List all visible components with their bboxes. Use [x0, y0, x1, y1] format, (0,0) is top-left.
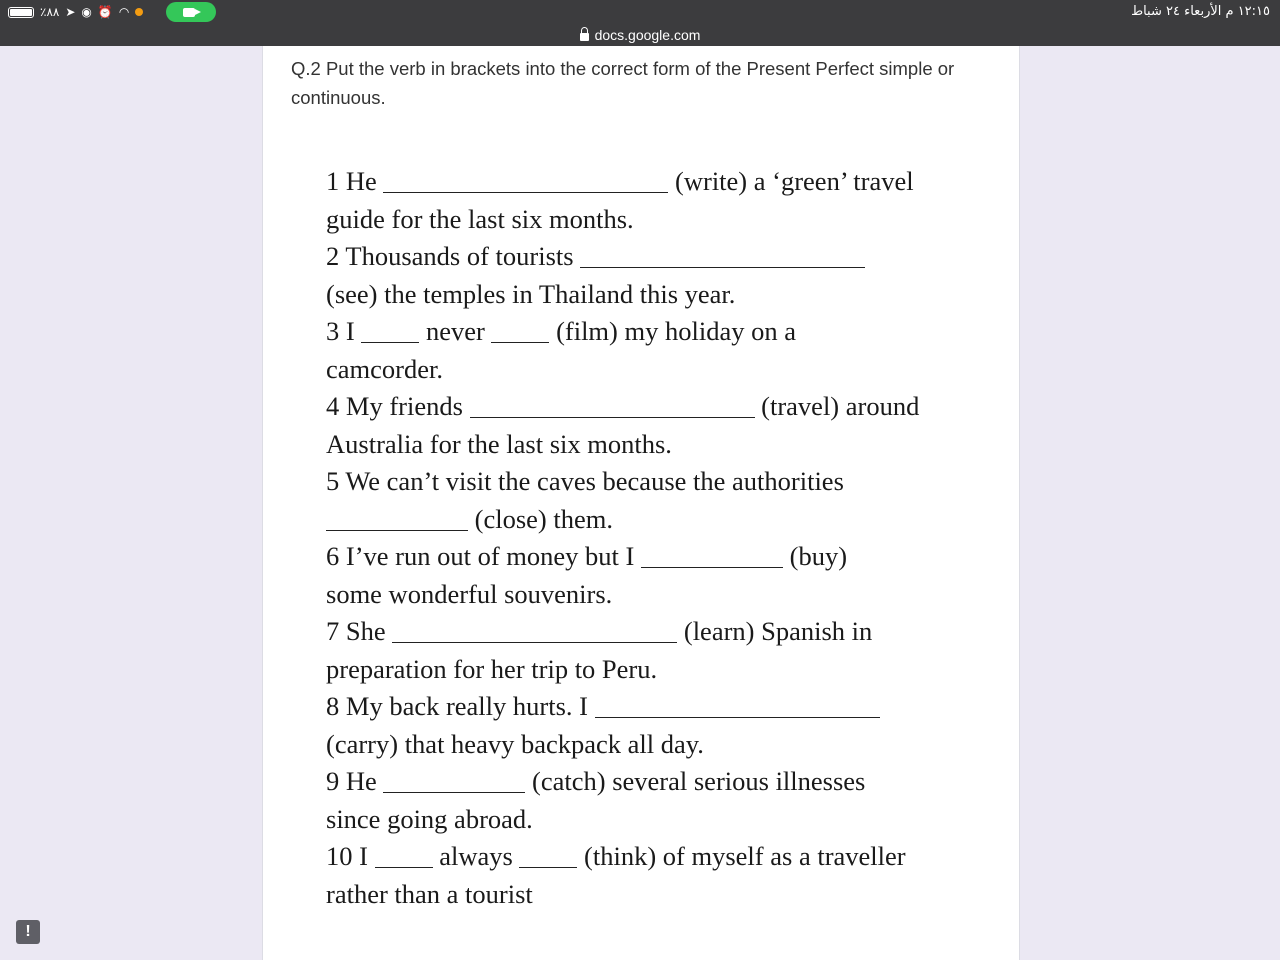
exercise-text-fragment: (carry) that heavy backpack all day. — [326, 728, 704, 759]
answer-blank — [580, 266, 865, 268]
exercise-text-fragment: 8 My back really hurts. I — [326, 691, 595, 721]
meet-camera-pill[interactable] — [166, 2, 216, 22]
exercise-text-fragment: 4 My friends — [326, 391, 470, 421]
document-page — [262, 46, 1020, 960]
exercise-line — [326, 801, 966, 839]
answer-blank — [383, 191, 668, 193]
exercise-line — [326, 351, 966, 389]
answer-blank — [470, 416, 755, 418]
battery-icon — [8, 7, 34, 18]
exercise-text-fragment: 9 He — [326, 766, 384, 796]
exercise-text-fragment: guide for the last six months. — [326, 203, 634, 234]
exercise-text-fragment: (buy) — [783, 541, 848, 571]
exercise-line — [326, 538, 966, 576]
exercise-text-fragment: Australia for the last six months. — [326, 428, 672, 459]
url-text: docs.google.com — [594, 27, 701, 43]
exercise-text-fragment: 10 I — [326, 841, 375, 871]
answer-blank — [595, 716, 880, 718]
exercise-text-fragment: 6 I’ve run out of money but I — [326, 541, 641, 571]
answer-blank — [519, 866, 577, 868]
exercise-text-fragment: some wonderful souvenirs. — [326, 578, 613, 609]
status-icons — [8, 3, 143, 21]
clock-icon: ⏰ — [97, 5, 113, 19]
answer-blank — [392, 641, 677, 643]
exercise-text-fragment: preparation for her trip to Peru. — [326, 653, 658, 684]
exercise-line — [326, 613, 966, 651]
exercise-line — [326, 201, 966, 239]
orange-dot — [135, 8, 143, 16]
exercise-text-fragment: since going abroad. — [326, 803, 533, 834]
lock-icon — [580, 33, 589, 41]
answer-blank — [361, 341, 419, 343]
exercise-text-fragment: (write) a ‘green’ travel — [668, 166, 914, 196]
location-icon: ➤ — [65, 5, 76, 19]
exercise-line — [326, 388, 966, 426]
exercise-line — [326, 838, 966, 876]
exercise-text-fragment: 7 She — [326, 616, 393, 646]
battery-percent: ٪٨٨ — [40, 5, 60, 19]
exercise-text-fragment: 3 I — [326, 316, 362, 346]
answer-blank — [375, 866, 433, 868]
exercise-line — [326, 238, 966, 276]
exercise-line — [326, 163, 966, 201]
answer-blank — [491, 341, 549, 343]
exercise-text-fragment: never — [419, 316, 492, 346]
exercise-line — [326, 651, 966, 689]
answer-blank — [641, 566, 783, 568]
exercise-line — [326, 576, 966, 614]
exercise-line — [326, 726, 966, 764]
exercise-text-fragment: camcorder. — [326, 353, 443, 384]
exercise-line — [326, 876, 966, 914]
exercise-line — [326, 463, 966, 501]
exercise-text-fragment: 1 He — [326, 166, 384, 196]
exercise-text-fragment: rather than a tourist — [326, 878, 533, 909]
exercise-line — [326, 276, 966, 314]
wifi-icon: ◠ — [118, 5, 130, 19]
exercise-text-fragment: (think) of myself as a traveller — [577, 841, 906, 871]
answer-blank — [383, 791, 525, 793]
exercise-text-fragment: (film) my holiday on a — [549, 316, 796, 346]
report-button[interactable]: ! — [16, 920, 40, 944]
exercise-line — [326, 763, 966, 801]
alarm-icon: ◉ — [81, 5, 92, 19]
exercise-line — [326, 501, 966, 539]
url-bar[interactable] — [0, 24, 1280, 46]
exercise-line — [326, 426, 966, 464]
exercise-text-fragment: (see) the temples in Thailand this year. — [326, 278, 736, 309]
exercise-text-fragment: 2 Thousands of tourists — [326, 241, 581, 271]
exercise-text-fragment: (close) them. — [468, 503, 613, 534]
exercise-line — [326, 313, 966, 351]
exercise-text-fragment: (catch) several serious illnesses — [525, 766, 866, 796]
status-bar — [0, 0, 1280, 24]
exercise-text-fragment: (travel) around — [754, 391, 920, 421]
datetime: ١٢:١٥ م الأربعاء ٢٤ شباط — [1131, 4, 1270, 19]
answer-blank — [326, 529, 468, 531]
exercise-line — [326, 688, 966, 726]
question-heading: Q.2 Put the verb in brackets into the correct form of the Present Perfect simple or continuous. — [291, 58, 955, 108]
exercise-text — [326, 163, 966, 913]
meet-camera-icon — [183, 8, 195, 17]
exercise-text-fragment: 5 We can’t visit the caves because the authorities — [326, 466, 844, 496]
exercise-text-fragment: (learn) Spanish in — [677, 616, 873, 646]
exercise-text-fragment: always — [432, 841, 520, 871]
